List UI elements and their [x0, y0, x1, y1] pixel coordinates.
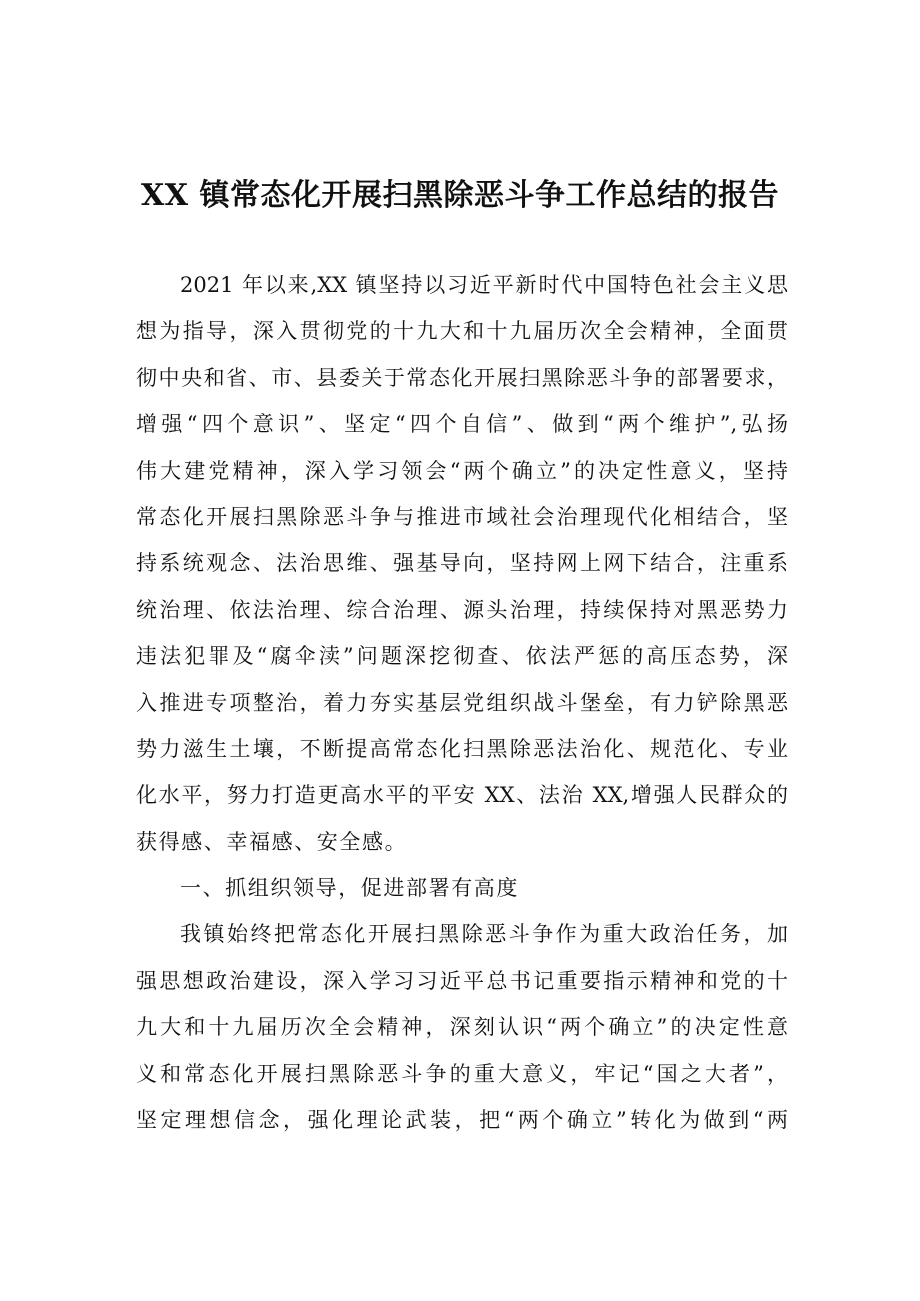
section-heading: 一、抓组织领导，促进部署有高度 — [180, 876, 519, 901]
paragraph-line: 2021 年以来,XX 镇坚持以习近平新时代中国特色社会主义思 — [180, 273, 788, 297]
paragraph-line: 强思想政治建设，深入学习习近平总书记重要指示精神和党的十 — [136, 968, 788, 993]
document-body — [136, 262, 788, 1143]
document-title: XX 镇常态化开展扫黑除恶斗争工作总结的报告 — [141, 178, 779, 213]
paragraph-line: 伟大建党精神，深入学习领会“两个确立”的决定性意义，坚持 — [136, 458, 788, 483]
paragraph-line: 九大和十九届历次全会精神，深刻认识“两个确立”的决定性意 — [136, 1015, 788, 1040]
paragraph-line: 想为指导，深入贯彻党的十九大和十九届历次全会精神，全面贯 — [136, 319, 788, 344]
paragraph-line: 化水平，努力打造更高水平的平安 XX、法治 XX,增强人民群众的 — [136, 783, 788, 808]
paragraph-line: 彻中央和省、市、县委关于常态化开展扫黑除恶斗争的部署要求， — [136, 365, 788, 390]
paragraph-line: 常态化开展扫黑除恶斗争与推进市域社会治理现代化相结合，坚 — [136, 504, 788, 529]
paragraph-line: 坚定理想信念，强化理论武装，把“两个确立”转化为做到“两 — [136, 1108, 788, 1133]
paragraph-line: 违法犯罪及“腐伞渎”问题深挖彻查、依法严惩的高压态势，深 — [136, 644, 788, 669]
paragraph-line: 获得感、幸福感、安全感。 — [136, 829, 408, 854]
paragraph-line: 增强“四个意识”、坚定“四个自信”、做到“两个维护”,弘扬 — [136, 412, 788, 437]
paragraph-line: 势力滋生土壤，不断提高常态化扫黑除恶法治化、规范化、专业 — [136, 736, 788, 761]
paragraph-line: 统治理、依法治理、综合治理、源头治理，持续保持对黑恶势力 — [136, 597, 788, 622]
paragraph-line: 义和常态化开展扫黑除恶斗争的重大意义，牢记“国之大者”， — [136, 1061, 788, 1086]
paragraph-line: 持系统观念、法治思维、强基导向，坚持网上网下结合，注重系 — [136, 551, 788, 576]
paragraph-line: 我镇始终把常态化开展扫黑除恶斗争作为重大政治任务，加 — [180, 922, 788, 947]
paragraph-line: 入推进专项整治，着力夯实基层党组织战斗堡垒，有力铲除黑恶 — [136, 690, 788, 715]
